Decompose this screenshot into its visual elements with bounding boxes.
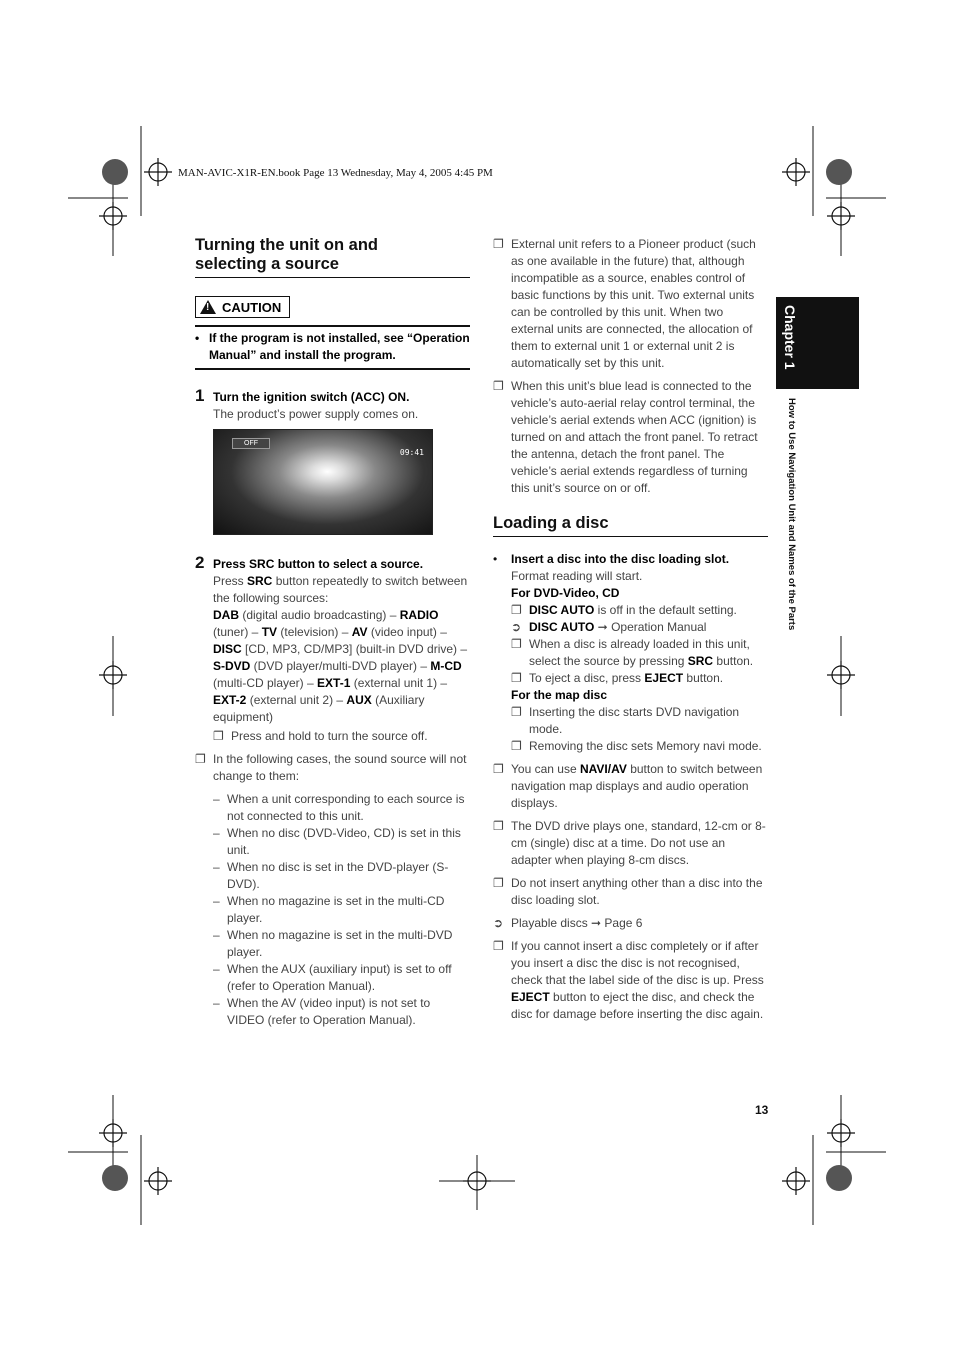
note-box-icon: ❐ xyxy=(493,939,504,953)
source-description: (external unit 1) – xyxy=(350,676,448,690)
screen-photo xyxy=(213,429,433,535)
note: ❐ Removing the disc sets Memory navi mode. xyxy=(511,739,762,753)
list-item xyxy=(213,791,470,825)
caution-label xyxy=(195,296,290,318)
note-text: When this unit’s blue lead is connected to the vehicle’s auto-aerial relay control terminal, the vehicle’s aerial extends when ACC (ignition) is turned on and attach the front panel. To retract the antenna, detach the front panel. The vehicle’s aerial extends regardless of turning this unit’s source on or off. xyxy=(511,379,758,495)
step-text: The product’s power supply comes on. xyxy=(213,407,419,421)
dash-icon: – xyxy=(213,792,220,806)
list-item xyxy=(213,825,470,859)
note-text: In the following cases, the sound source will not change to them: xyxy=(213,752,467,783)
subheading-dvd: For DVD-Video, CD xyxy=(511,586,620,600)
source-description: (television) – xyxy=(277,625,352,639)
cases-list xyxy=(213,791,470,1029)
source-name: DAB xyxy=(213,608,239,622)
caution-text-label: CAUTION xyxy=(222,299,282,315)
list-item-text: When the AUX (auxiliary input) is set to off (refer to Operation Manual). xyxy=(227,962,452,993)
subheading-map: For the map disc xyxy=(511,688,608,702)
step-title: Press SRC button to select a source. xyxy=(213,557,424,571)
source-description: [CD, MP3, CD/MP3] (built-in DVD drive) – xyxy=(241,642,468,656)
step-number: 2 xyxy=(195,553,205,572)
step-title: Turn the ignition switch (ACC) ON. xyxy=(213,390,410,404)
source-description: (external unit 2) – xyxy=(246,693,347,707)
note-box-icon: ❐ xyxy=(213,729,224,743)
instruction xyxy=(493,551,768,755)
side-label xyxy=(786,398,954,631)
reference-arrow-icon: ➲ xyxy=(493,916,504,930)
list-item-text: When no disc is set in the DVD-player (S-DVD). xyxy=(227,860,449,891)
note-box-icon: ❐ xyxy=(511,603,522,617)
list-item xyxy=(213,995,470,1029)
reference: ➲ DISC AUTO ➞ Operation Manual xyxy=(511,620,707,634)
sources-list xyxy=(213,607,470,726)
list-item xyxy=(213,893,470,927)
source-description: (Auxiliary equipment) xyxy=(213,693,425,724)
chapter-label xyxy=(782,305,863,370)
note xyxy=(213,728,470,745)
section-title-turning-on xyxy=(195,236,470,278)
instruction-text: Format reading will start. xyxy=(511,569,643,583)
caution-block xyxy=(195,325,470,370)
note-box-icon: ❐ xyxy=(493,876,504,890)
caution-item-text: If the program is not installed, see “Operation Manual” and install the program. xyxy=(209,331,470,362)
reference: ➲ Playable discs ➞ Page 6 xyxy=(493,916,643,930)
note: ❐ DISC AUTO is off in the default setting. xyxy=(511,603,737,617)
source-name: AV xyxy=(351,625,368,639)
source-name: DISC xyxy=(213,642,242,656)
source-description: (multi-CD player) – xyxy=(213,676,318,690)
note: ❐ You can use NAVI/AV button to switch between navigation map displays and audio operation displays. xyxy=(493,762,763,810)
list-item xyxy=(213,859,470,893)
note xyxy=(493,236,768,372)
source-description: (tuner) – xyxy=(213,625,262,639)
source-description: (digital audio broadcasting) – xyxy=(239,608,400,622)
note-box-icon: ❐ xyxy=(493,819,504,833)
source-description: (video input) – xyxy=(367,625,447,639)
note: ❐ Do not insert anything other than a disc into the disc loading slot. xyxy=(493,876,763,907)
note-box-icon: ❐ xyxy=(511,637,522,651)
list-item-text: When the AV (video input) is not set to VIDEO (refer to Operation Manual). xyxy=(227,996,431,1027)
right-column xyxy=(493,236,768,1023)
title-line-2: selecting a source xyxy=(195,255,339,273)
list-item-text: When no magazine is set in the multi-DVD player. xyxy=(227,928,453,959)
note-box-icon: ❐ xyxy=(493,237,504,251)
step-2 xyxy=(195,553,470,745)
bullet-icon: • xyxy=(195,331,200,345)
source-name: M-CD xyxy=(430,659,462,673)
source-name: EXT-2 xyxy=(213,693,247,707)
source-name: S-DVD xyxy=(213,659,251,673)
step-number: 1 xyxy=(195,386,205,405)
list-item-text: When no magazine is set in the multi-CD player. xyxy=(227,894,445,925)
note-box-icon: ❐ xyxy=(511,671,522,685)
warning-icon xyxy=(200,300,216,314)
chapter-label-text: Chapter 1 xyxy=(782,305,798,370)
dash-icon: – xyxy=(213,826,220,840)
note-text: Press and hold to turn the source off. xyxy=(231,729,428,743)
instruction-title: Insert a disc into the disc loading slot. xyxy=(511,552,730,566)
list-item-text: When no disc (DVD-Video, CD) is set in this unit. xyxy=(227,826,461,857)
note-box-icon: ❐ xyxy=(511,739,522,753)
note-box-icon: ❐ xyxy=(493,762,504,776)
note-box-icon: ❐ xyxy=(195,752,206,766)
dash-icon: – xyxy=(213,928,220,942)
source-name: TV xyxy=(261,625,278,639)
section-title-loading xyxy=(493,514,768,537)
title-line-1: Turning the unit on and xyxy=(195,236,378,254)
note: ❐ If you cannot insert a disc completely or if after you insert a disc the disc is not recognised, check that the label side of the disc is up. Press EJECT button to eject the disc, and check the disc for damage before inserting the disc again. xyxy=(493,939,764,1021)
source-name: RADIO xyxy=(399,608,439,622)
caution-item xyxy=(195,330,470,364)
note-box-icon: ❐ xyxy=(493,379,504,393)
source-name: AUX xyxy=(346,693,372,707)
note: ❐ When a disc is already loaded in this unit, select the source by pressing SRC button. xyxy=(511,637,754,668)
note xyxy=(195,751,470,785)
dash-icon: – xyxy=(213,962,220,976)
step-1 xyxy=(195,386,470,535)
page-number: 13 xyxy=(755,1103,769,1117)
note: ❐ To eject a disc, press EJECT button. xyxy=(511,671,724,685)
note-text: External unit refers to a Pioneer product (such as one available in the future) that, although incompatible as a source, enables control of basic functions by this unit. Two external units can be controlled by this unit. When two external units are connected, the allocation of them to external unit 1 or external unit 2 is automatically set by this unit. xyxy=(511,237,756,370)
print-header: MAN-AVIC-X1R-EN.book Page 13 Wednesday, May 4, 2005 4:45 PM xyxy=(178,167,493,179)
left-column xyxy=(195,236,470,1029)
note: ❐ The DVD drive plays one, standard, 12-cm or 8-cm (single) disc at a time. Do not use an adapter when playing 8-cm discs. xyxy=(493,819,766,867)
source-name: EXT-1 xyxy=(317,676,351,690)
clock-readout: 09:41 xyxy=(399,448,424,457)
step-text: Press SRC button repeatedly to switch between the following sources: xyxy=(213,574,468,605)
list-item xyxy=(213,927,470,961)
dash-icon: – xyxy=(213,860,220,874)
dash-icon: – xyxy=(213,894,220,908)
note xyxy=(493,378,768,497)
note-box-icon: ❐ xyxy=(511,705,522,719)
off-button-image: OFF xyxy=(232,438,270,449)
reference-arrow-icon: ➲ xyxy=(511,620,522,634)
note: ❐ Inserting the disc starts DVD navigation mode. xyxy=(511,705,740,736)
list-item-text: When a unit corresponding to each source is not connected to this unit. xyxy=(227,792,465,823)
source-description: (DVD player/multi-DVD player) – xyxy=(250,659,431,673)
dash-icon: – xyxy=(213,996,220,1010)
side-label-text: How to Use Navigation Unit and Names of the Parts xyxy=(786,398,797,631)
list-item xyxy=(213,961,470,995)
loading-title: Loading a disc xyxy=(493,514,609,532)
bullet-icon: • xyxy=(493,552,498,566)
